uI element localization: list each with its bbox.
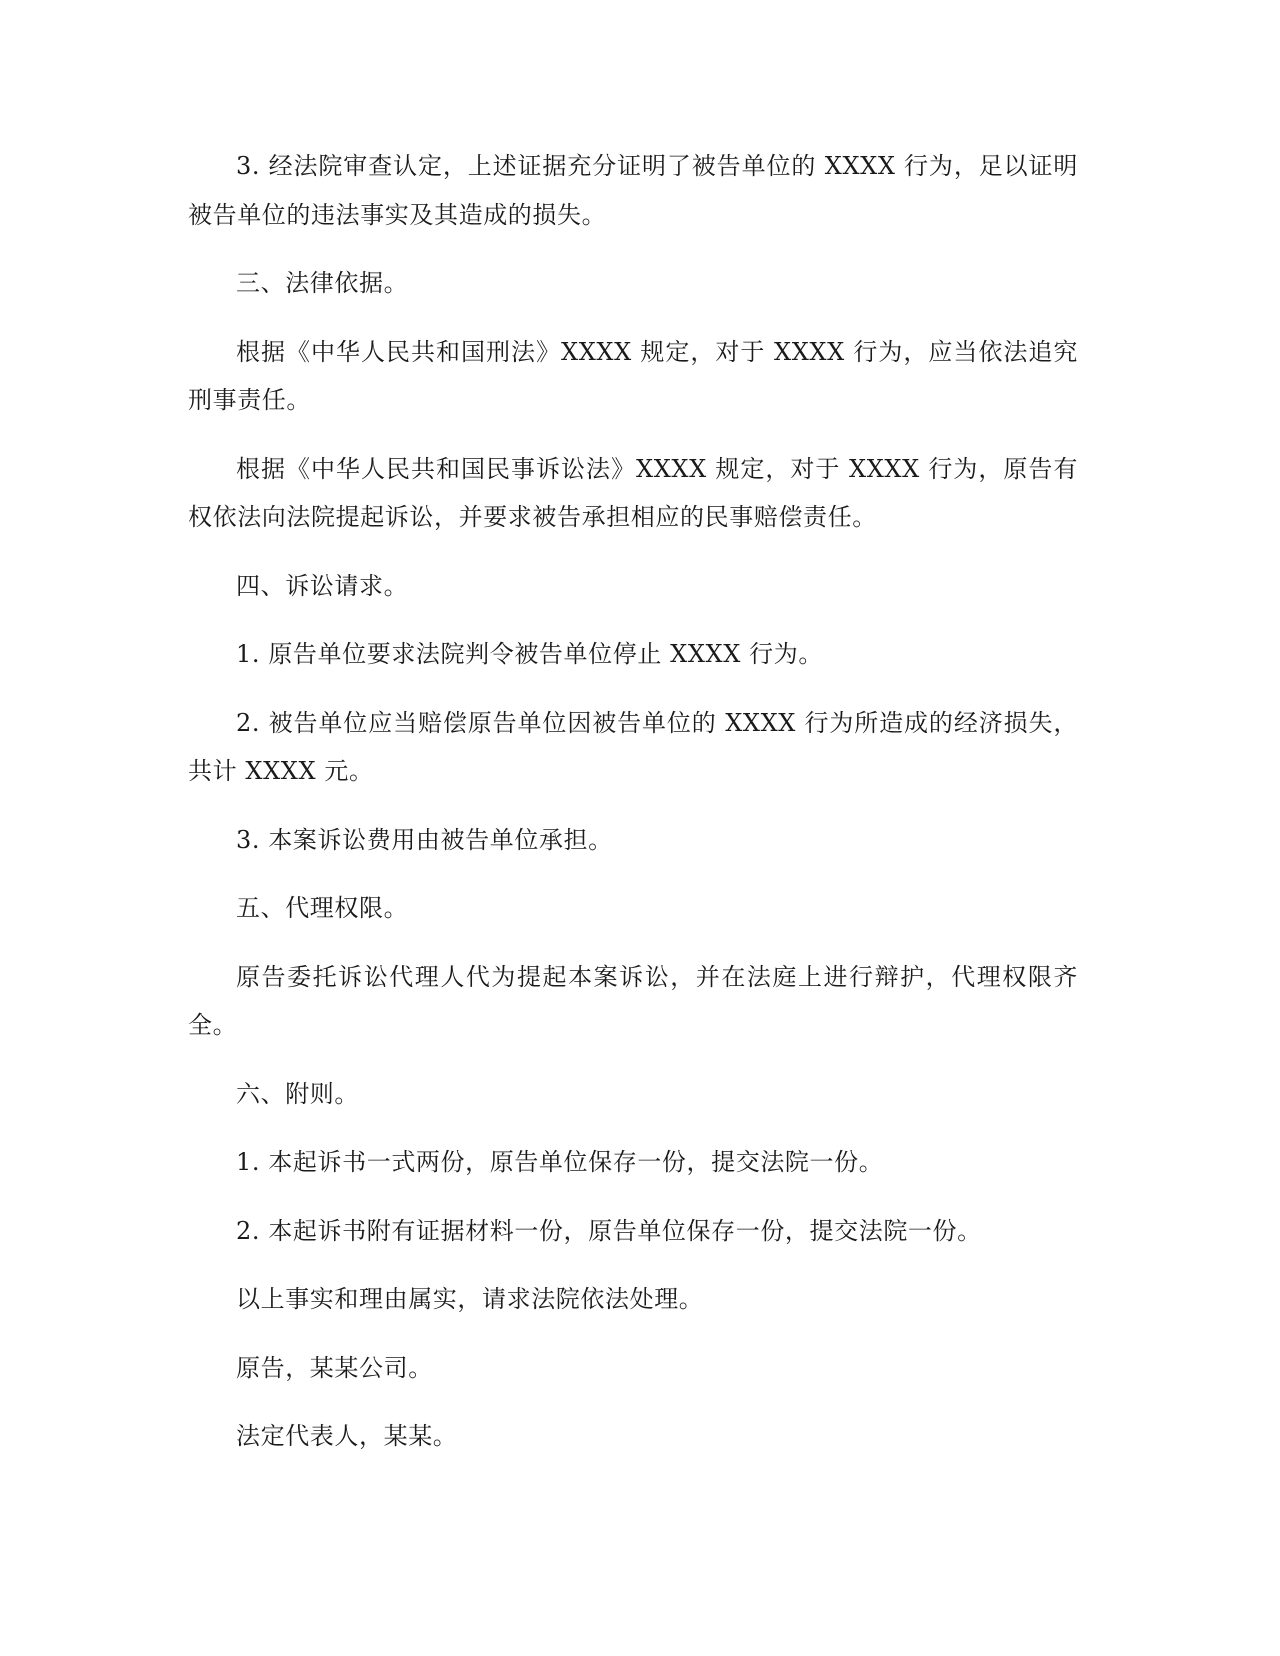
document-body [188,142,1078,1481]
section-heading-claims: 四、诉讼请求。 [236,571,409,600]
closing-statement: 以上事实和理由属实，请求法院依法处理。 [236,1285,704,1313]
paragraph-agency-authority: 原告委托诉讼代理人代为提起本案诉讼，并在法庭上进行辩护，代理权限齐全。 [188,962,1078,1039]
paragraph-civil-procedure-law: 根据《中华人民共和国民事诉讼法》XXXX 规定，对于 XXXX 行为，原告有权依法向法院提起诉讼，并要求被告承担相应的民事赔偿责任。 [188,454,1078,531]
paragraph-criminal-law: 根据《中华人民共和国刑法》XXXX 规定，对于 XXXX 行为，应当依法追究刑事责任。 [188,337,1078,414]
plaintiff-line: 原告，某某公司。 [236,1353,433,1382]
section-heading-supplementary: 六、附则。 [236,1079,359,1108]
claim-item-2: 2. 被告单位应当赔偿原告单位因被告单位的 XXXX 行为所造成的经济损失，共计 XXXX 元。 [188,708,1078,785]
section-heading-agency-authority: 五、代理权限。 [236,894,409,922]
section-heading-legal-basis: 三、法律依据。 [236,269,409,297]
claim-item-3: 3. 本案诉讼费用由被告单位承担。 [236,825,613,854]
legal-representative-line: 法定代表人，某某。 [236,1422,458,1450]
supplementary-item-1: 1. 本起诉书一式两份，原告单位保存一份，提交法院一份。 [236,1148,884,1176]
claim-item-1: 1. 原告单位要求法院判令被告单位停止 XXXX 行为。 [236,640,823,668]
paragraph-evidence-conclusion: 3. 经法院审查认定，上述证据充分证明了被告单位的 XXXX 行为，足以证明被告单位的违法事实及其造成的损失。 [188,152,1078,229]
supplementary-item-2: 2. 本起诉书附有证据材料一份，原告单位保存一份，提交法院一份。 [236,1216,982,1245]
